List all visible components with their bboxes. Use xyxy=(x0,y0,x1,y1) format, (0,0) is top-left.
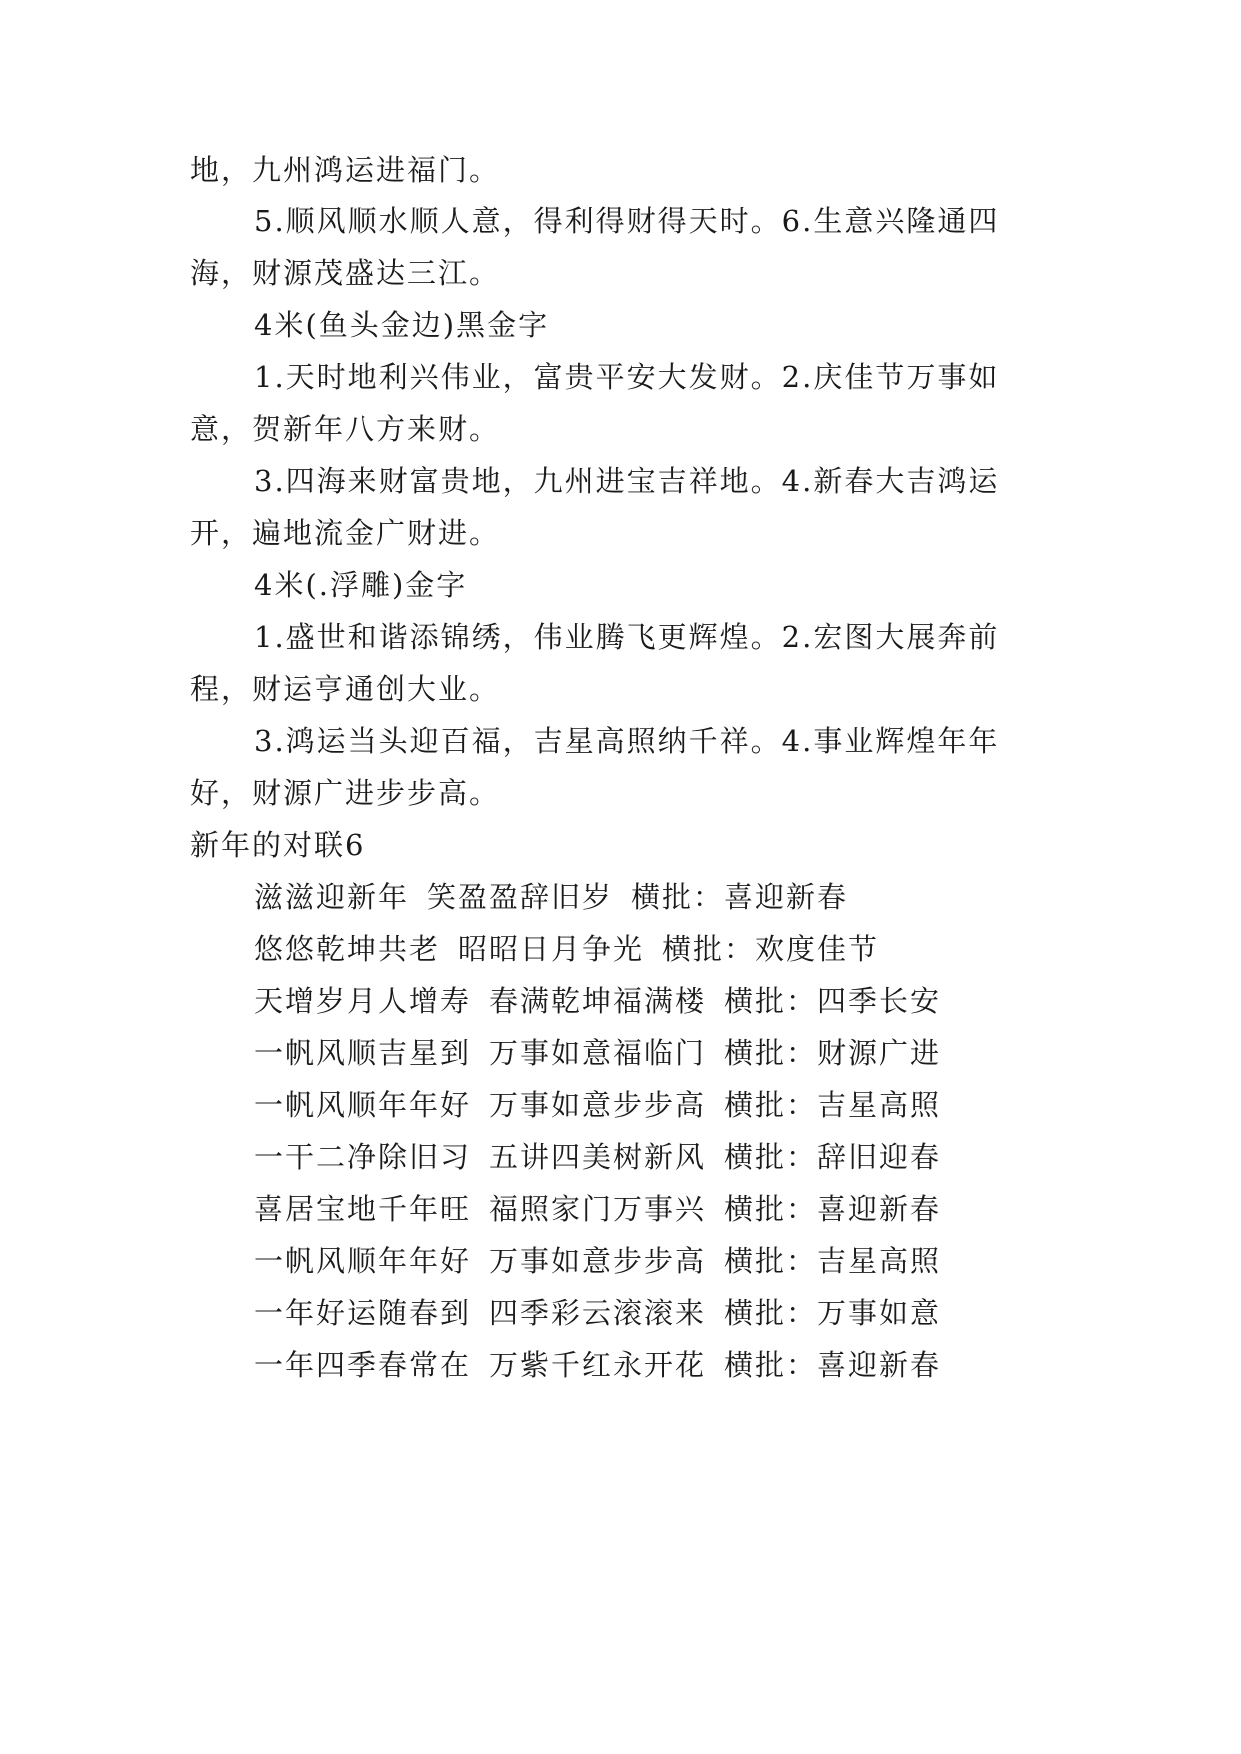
couplet-banner: 横批：辞旧迎春 xyxy=(724,1140,942,1174)
paragraph-line: 5.顺风顺水顺人意，得利得财得天时。6.生意兴隆通四 xyxy=(254,204,1000,238)
couplet-row xyxy=(254,1085,959,1125)
paragraph-line: 3.四海来财富贵地，九州进宝吉祥地。4.新春大吉鸿运 xyxy=(254,464,1000,498)
couplet-banner: 横批：吉星高照 xyxy=(724,1244,942,1278)
couplet-row xyxy=(254,929,897,969)
paragraph-line: 1.天时地利兴伟业，富贵平安大发财。2.庆佳节万事如 xyxy=(254,360,1000,394)
paragraph-line: 3.鸿运当头迎百福，吉星高照纳千祥。4.事业辉煌年年 xyxy=(254,724,1000,758)
couplet-row xyxy=(254,981,959,1021)
couplet-second: 万事如意福临门 xyxy=(489,1036,707,1070)
couplet-first: 一年好运随春到 xyxy=(254,1296,472,1330)
couplet-second: 万事如意步步高 xyxy=(489,1244,707,1278)
couplet-second: 福照家门万事兴 xyxy=(489,1192,707,1226)
section-subheading: 4米(鱼头金边)黑金字 xyxy=(254,308,550,342)
couplet-banner: 横批：喜迎新春 xyxy=(724,1348,942,1382)
couplet-second: 万紫千红永开花 xyxy=(489,1348,707,1382)
couplet-second: 五讲四美树新风 xyxy=(489,1140,707,1174)
paragraph-line: 程，财运亨通创大业。 xyxy=(190,672,501,706)
couplet-second: 笑盈盈辞旧岁 xyxy=(427,880,614,914)
couplet-first: 一帆风顺年年好 xyxy=(254,1244,472,1278)
couplet-first: 喜居宝地千年旺 xyxy=(254,1192,472,1226)
couplet-banner: 横批：喜迎新春 xyxy=(724,1192,942,1226)
couplet-second: 昭昭日月争光 xyxy=(458,932,645,966)
couplet-banner: 横批：四季长安 xyxy=(724,984,942,1018)
paragraph-line: 好，财源广进步步高。 xyxy=(190,776,501,810)
paragraph-line: 开，遍地流金广财进。 xyxy=(190,516,501,550)
paragraph-line: 1.盛世和谐添锦绣，伟业腾飞更辉煌。2.宏图大展奔前 xyxy=(254,620,1000,654)
paragraph-line: 意，贺新年八方来财。 xyxy=(190,412,501,446)
couplet-second: 万事如意步步高 xyxy=(489,1088,707,1122)
couplet-row xyxy=(254,877,866,917)
couplet-second: 四季彩云滚滚来 xyxy=(489,1296,707,1330)
couplet-banner: 横批：万事如意 xyxy=(724,1296,942,1330)
couplet-first: 一干二净除旧习 xyxy=(254,1140,472,1174)
couplet-first: 悠悠乾坤共老 xyxy=(254,932,441,966)
couplet-row xyxy=(254,1293,959,1333)
couplet-banner: 横批：欢度佳节 xyxy=(662,932,880,966)
couplet-row xyxy=(254,1033,959,1073)
couplet-first: 滋滋迎新年 xyxy=(254,880,410,914)
paragraph-line: 海，财源茂盛达三江。 xyxy=(190,256,501,290)
couplet-first: 一帆风顺年年好 xyxy=(254,1088,472,1122)
couplet-row xyxy=(254,1137,959,1177)
section-subheading: 4米(.浮雕)金字 xyxy=(254,568,468,602)
couplet-banner: 横批：吉星高照 xyxy=(724,1088,942,1122)
couplet-first: 一年四季春常在 xyxy=(254,1348,472,1382)
section-heading: 新年的对联6 xyxy=(190,828,366,862)
couplet-row xyxy=(254,1189,959,1229)
paragraph-line: 地，九州鸿运进福门。 xyxy=(190,153,501,187)
couplet-first: 一帆风顺吉星到 xyxy=(254,1036,472,1070)
couplet-second: 春满乾坤福满楼 xyxy=(489,984,707,1018)
couplet-banner: 横批：喜迎新春 xyxy=(631,880,849,914)
couplet-row xyxy=(254,1345,959,1385)
couplet-row xyxy=(254,1241,959,1281)
couplet-banner: 横批：财源广进 xyxy=(724,1036,942,1070)
couplet-first: 天增岁月人增寿 xyxy=(254,984,472,1018)
